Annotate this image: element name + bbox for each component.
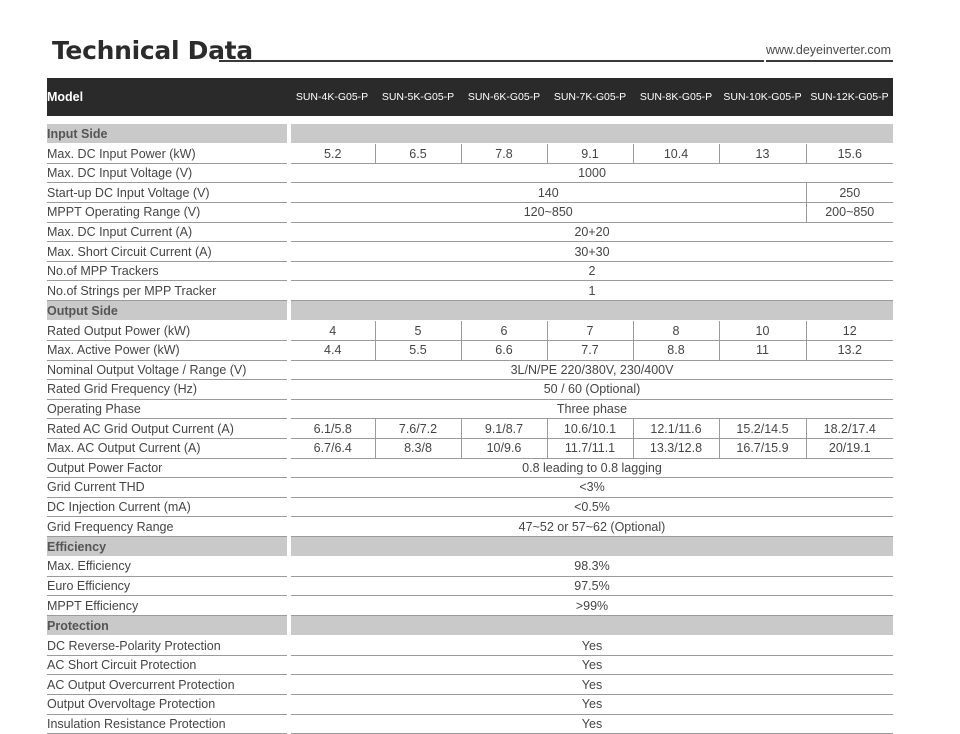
- value-cell: 4.4: [289, 340, 375, 360]
- value-cell: 10/9.6: [461, 438, 547, 458]
- value-cell: Yes: [289, 695, 893, 715]
- row-label: Start-up DC Input Voltage (V): [47, 183, 289, 203]
- value-cell: 4: [289, 321, 375, 341]
- row-label: Operating Phase: [47, 399, 289, 419]
- table-row: [47, 714, 893, 734]
- table-row: [47, 419, 893, 439]
- section-title: Output Side: [47, 301, 289, 321]
- row-label: Max. DC Input Power (kW): [47, 144, 289, 164]
- section-title: Protection: [47, 615, 289, 635]
- technical-data-table: [47, 78, 893, 734]
- section-band: [289, 124, 893, 144]
- table-row: [47, 242, 893, 262]
- value-cell: 7.6/7.2: [375, 419, 461, 439]
- row-label: Rated AC Grid Output Current (A): [47, 419, 289, 439]
- value-cell: 15.6: [806, 144, 893, 164]
- value-cell: <3%: [289, 478, 893, 498]
- table-row: [47, 380, 893, 400]
- table-row: [47, 695, 893, 715]
- value-cell: 11.7/11.1: [547, 438, 633, 458]
- row-label: Output Overvoltage Protection: [47, 695, 289, 715]
- table-row: [47, 399, 893, 419]
- value-cell: 97.5%: [289, 576, 893, 596]
- table-row: [47, 478, 893, 498]
- row-label: DC Reverse-Polarity Protection: [47, 636, 289, 656]
- model-header-cell: SUN-5K-G05-P: [375, 78, 461, 116]
- value-cell: 8: [633, 321, 719, 341]
- value-cell: 6: [461, 321, 547, 341]
- value-cell: 250: [806, 183, 893, 203]
- value-cell: 50 / 60 (Optional): [289, 380, 893, 400]
- value-cell: <0.5%: [289, 497, 893, 517]
- table-row: [47, 576, 893, 596]
- value-cell: 20/19.1: [806, 438, 893, 458]
- value-cell: 7: [547, 321, 633, 341]
- table-row: [47, 183, 893, 203]
- value-cell: 6.7/6.4: [289, 438, 375, 458]
- value-cell: Yes: [289, 655, 893, 675]
- value-cell: 5: [375, 321, 461, 341]
- row-label: Rated Output Power (kW): [47, 321, 289, 341]
- table-row: [47, 281, 893, 301]
- value-cell: 12.1/11.6: [633, 419, 719, 439]
- spacer-cell: [47, 116, 893, 124]
- model-header-cell: SUN-10K-G05-P: [719, 78, 806, 116]
- table-row: [47, 497, 893, 517]
- row-label: MPPT Efficiency: [47, 596, 289, 616]
- table-row: [47, 321, 893, 341]
- row-label: Output Power Factor: [47, 458, 289, 478]
- value-cell: 10: [719, 321, 806, 341]
- table-row: [47, 675, 893, 695]
- table-row: [47, 517, 893, 537]
- value-cell: 1: [289, 281, 893, 301]
- row-label: AC Output Overcurrent Protection: [47, 675, 289, 695]
- row-label: Max. Efficiency: [47, 557, 289, 577]
- model-header-row: [47, 78, 893, 116]
- section-band: [289, 301, 893, 321]
- table-row: [47, 144, 893, 164]
- row-label: Grid Frequency Range: [47, 517, 289, 537]
- value-cell: 8.8: [633, 340, 719, 360]
- value-cell: 18.2/17.4: [806, 419, 893, 439]
- value-cell: 3L/N/PE 220/380V, 230/400V: [289, 360, 893, 380]
- value-cell: Three phase: [289, 399, 893, 419]
- table-row: [47, 222, 893, 242]
- model-header-cell: SUN-12K-G05-P: [806, 78, 893, 116]
- value-cell: 10.4: [633, 144, 719, 164]
- value-cell: 6.5: [375, 144, 461, 164]
- value-cell: Yes: [289, 714, 893, 734]
- row-label: Euro Efficiency: [47, 576, 289, 596]
- table-row: [47, 163, 893, 183]
- row-label: Max. AC Output Current (A): [47, 438, 289, 458]
- value-cell: 8.3/8: [375, 438, 461, 458]
- section-band: [289, 536, 893, 556]
- value-cell: 30+30: [289, 242, 893, 262]
- row-label: MPPT Operating Range (V): [47, 203, 289, 223]
- section-header-row: [47, 301, 893, 321]
- section-header-row: [47, 536, 893, 556]
- table-row: [47, 360, 893, 380]
- value-cell: Yes: [289, 675, 893, 695]
- value-cell: Yes: [289, 636, 893, 656]
- table-row: [47, 636, 893, 656]
- value-cell: 6.1/5.8: [289, 419, 375, 439]
- value-cell: 47~52 or 57~62 (Optional): [289, 517, 893, 537]
- value-cell: 140: [289, 183, 806, 203]
- value-cell: 20+20: [289, 222, 893, 242]
- value-cell: 1000: [289, 163, 893, 183]
- value-cell: 98.3%: [289, 557, 893, 577]
- table-row: [47, 458, 893, 478]
- table-row: [47, 438, 893, 458]
- spacer-row: [47, 116, 893, 124]
- table-row: [47, 557, 893, 577]
- value-cell: 120~850: [289, 203, 806, 223]
- row-label: Grid Current THD: [47, 478, 289, 498]
- model-header-cell: SUN-4K-G05-P: [289, 78, 375, 116]
- section-title: Input Side: [47, 124, 289, 144]
- row-label: Max. DC Input Voltage (V): [47, 163, 289, 183]
- row-label: Nominal Output Voltage / Range (V): [47, 360, 289, 380]
- row-label: Max. Active Power (kW): [47, 340, 289, 360]
- model-label: Model: [47, 78, 289, 116]
- row-label: Max. DC Input Current (A): [47, 222, 289, 242]
- model-header-cell: SUN-8K-G05-P: [633, 78, 719, 116]
- row-label: No.of Strings per MPP Tracker: [47, 281, 289, 301]
- row-label: Insulation Resistance Protection: [47, 714, 289, 734]
- value-cell: 2: [289, 261, 893, 281]
- value-cell: 7.7: [547, 340, 633, 360]
- value-cell: >99%: [289, 596, 893, 616]
- row-label: No.of MPP Trackers: [47, 261, 289, 281]
- row-label: AC Short Circuit Protection: [47, 655, 289, 675]
- website-link[interactable]: www.deyeinverter.com: [766, 43, 892, 57]
- row-label: Max. Short Circuit Current (A): [47, 242, 289, 262]
- section-header-row: [47, 124, 893, 144]
- value-cell: 13.3/12.8: [633, 438, 719, 458]
- row-label: Rated Grid Frequency (Hz): [47, 380, 289, 400]
- value-cell: 200~850: [806, 203, 893, 223]
- section-title: Efficiency: [47, 536, 289, 556]
- value-cell: 11: [719, 340, 806, 360]
- row-label: DC Injection Current (mA): [47, 497, 289, 517]
- value-cell: 5.5: [375, 340, 461, 360]
- value-cell: 5.2: [289, 144, 375, 164]
- section-band: [289, 615, 893, 635]
- value-cell: 10.6/10.1: [547, 419, 633, 439]
- table-row: [47, 596, 893, 616]
- value-cell: 7.8: [461, 144, 547, 164]
- value-cell: 15.2/14.5: [719, 419, 806, 439]
- value-cell: 13: [719, 144, 806, 164]
- table-row: [47, 655, 893, 675]
- value-cell: 12: [806, 321, 893, 341]
- table-row: [47, 261, 893, 281]
- model-header-cell: SUN-7K-G05-P: [547, 78, 633, 116]
- value-cell: 9.1: [547, 144, 633, 164]
- section-header-row: [47, 615, 893, 635]
- title-rule: [219, 60, 764, 62]
- value-cell: 16.7/15.9: [719, 438, 806, 458]
- value-cell: 9.1/8.7: [461, 419, 547, 439]
- model-header-cell: SUN-6K-G05-P: [461, 78, 547, 116]
- value-cell: 0.8 leading to 0.8 lagging: [289, 458, 893, 478]
- table-row: [47, 340, 893, 360]
- value-cell: 13.2: [806, 340, 893, 360]
- page-title: Technical Data: [52, 36, 253, 65]
- website-rule: [766, 60, 893, 62]
- table-row: [47, 203, 893, 223]
- value-cell: 6.6: [461, 340, 547, 360]
